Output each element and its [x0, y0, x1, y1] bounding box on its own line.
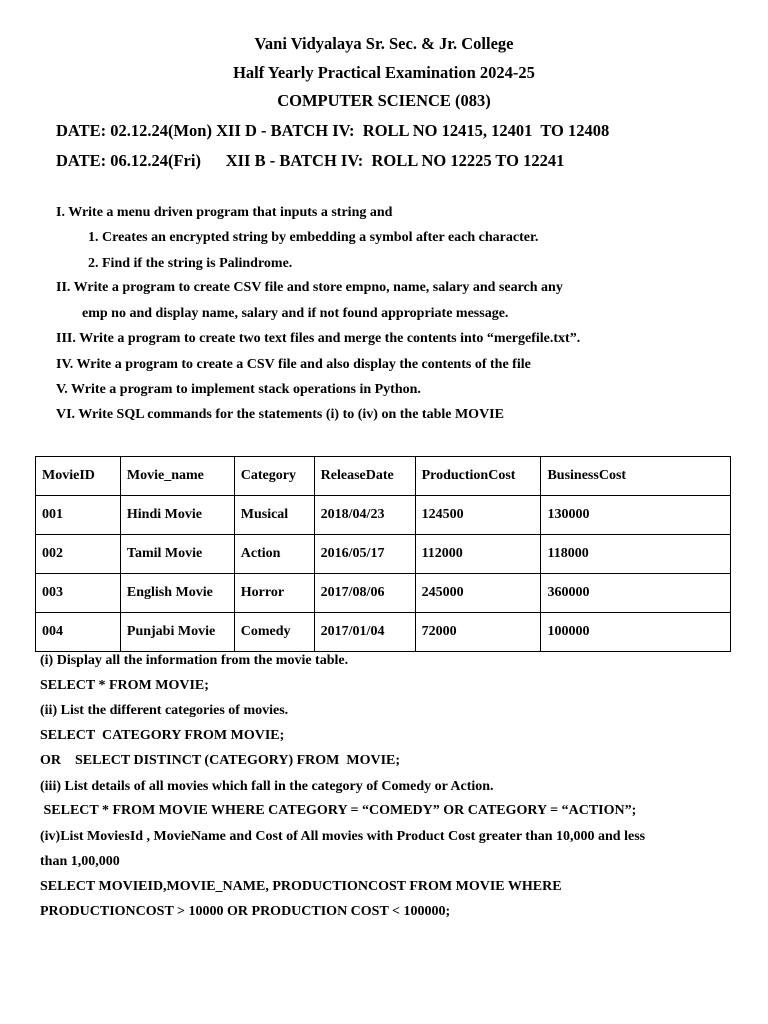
- question-4: IV. Write a program to create a CSV file and also display the contents of the file: [56, 357, 531, 372]
- sql-question-3: (iii) List details of all movies which fall in the category of Comedy or Action.: [40, 779, 494, 794]
- table-row: [36, 574, 731, 613]
- table-cell: Horror: [234, 574, 314, 613]
- sql-answer-4: SELECT MOVIEID,MOVIE_NAME, PRODUCTIONCOST FROM MOVIE WHERE: [40, 879, 562, 894]
- movie-table: [35, 456, 731, 652]
- table-cell: 004: [36, 613, 121, 652]
- table-cell: Hindi Movie: [120, 496, 234, 535]
- sql-answer-3: SELECT * FROM MOVIE WHERE CATEGORY = “COMEDY” OR CATEGORY = “ACTION”;: [40, 803, 637, 818]
- table-cell: English Movie: [120, 574, 234, 613]
- question-2: II. Write a program to create CSV file and store empno, name, salary and search any: [56, 280, 563, 295]
- question-1: I. Write a menu driven program that inputs a string and: [56, 205, 393, 220]
- table-header-row: [36, 457, 731, 496]
- header-production-cost: ProductionCost: [415, 457, 541, 496]
- table-cell: 118000: [541, 535, 731, 574]
- sql-answer-2: SELECT CATEGORY FROM MOVIE;: [40, 728, 285, 743]
- table-cell: 130000: [541, 496, 731, 535]
- table-cell: 001: [36, 496, 121, 535]
- question-6: VI. Write SQL commands for the statements (i) to (iv) on the table MOVIE: [56, 407, 504, 422]
- header-movie-name: Movie_name: [120, 457, 234, 496]
- sql-question-4-cont: than 1,00,000: [40, 854, 120, 869]
- sql-answer-1: SELECT * FROM MOVIE;: [40, 678, 209, 693]
- date-line-1: DATE: 02.12.24(Mon) XII D - BATCH IV: ROLL NO 12415, 12401 TO 12408: [56, 121, 610, 140]
- table-cell: 100000: [541, 613, 731, 652]
- header-release-date: ReleaseDate: [314, 457, 415, 496]
- question-1-part-1: 1. Creates an encrypted string by embedding a symbol after each character.: [88, 230, 539, 245]
- table-row: [36, 613, 731, 652]
- table-cell: Comedy: [234, 613, 314, 652]
- table-cell: 245000: [415, 574, 541, 613]
- sql-question-1: (i) Display all the information from the movie table.: [40, 653, 349, 668]
- subject-title: COMPUTER SCIENCE (083): [277, 91, 491, 110]
- question-5: V. Write a program to implement stack operations in Python.: [56, 382, 421, 397]
- table-cell: 72000: [415, 613, 541, 652]
- table-row: [36, 535, 731, 574]
- table-cell: Punjabi Movie: [120, 613, 234, 652]
- table-cell: 2018/04/23: [314, 496, 415, 535]
- table-cell: 003: [36, 574, 121, 613]
- table-cell: 2017/01/04: [314, 613, 415, 652]
- date-line-2: DATE: 06.12.24(Fri) XII B - BATCH IV: ROLL NO 12225 TO 12241: [56, 151, 565, 170]
- school-name: Vani Vidyalaya Sr. Sec. & Jr. College: [254, 34, 514, 53]
- sql-answer-4-cont: PRODUCTIONCOST > 10000 OR PRODUCTION COST < 100000;: [40, 904, 451, 919]
- table-cell: Musical: [234, 496, 314, 535]
- header-movieid: MovieID: [36, 457, 121, 496]
- question-1-part-2: 2. Find if the string is Palindrome.: [88, 256, 293, 271]
- question-2-cont: emp no and display name, salary and if not found appropriate message.: [82, 306, 509, 321]
- sql-question-4: (iv)List MoviesId , MovieName and Cost of All movies with Product Cost greater than 10,000 and less: [40, 829, 646, 844]
- table-cell: Tamil Movie: [120, 535, 234, 574]
- header-category: Category: [234, 457, 314, 496]
- question-3: III. Write a program to create two text files and merge the contents into “mergefile.txt”.: [56, 331, 581, 346]
- table-cell: 002: [36, 535, 121, 574]
- table-cell: Action: [234, 535, 314, 574]
- table-cell: 124500: [415, 496, 541, 535]
- table-cell: 360000: [541, 574, 731, 613]
- header-business-cost: BusinessCost: [541, 457, 731, 496]
- table-row: [36, 496, 731, 535]
- exam-title: Half Yearly Practical Examination 2024-25: [233, 63, 535, 82]
- table-cell: 2016/05/17: [314, 535, 415, 574]
- sql-question-2: (ii) List the different categories of movies.: [40, 703, 289, 718]
- sql-answer-2-alt: OR SELECT DISTINCT (CATEGORY) FROM MOVIE;: [40, 753, 401, 768]
- table-cell: 112000: [415, 535, 541, 574]
- table-cell: 2017/08/06: [314, 574, 415, 613]
